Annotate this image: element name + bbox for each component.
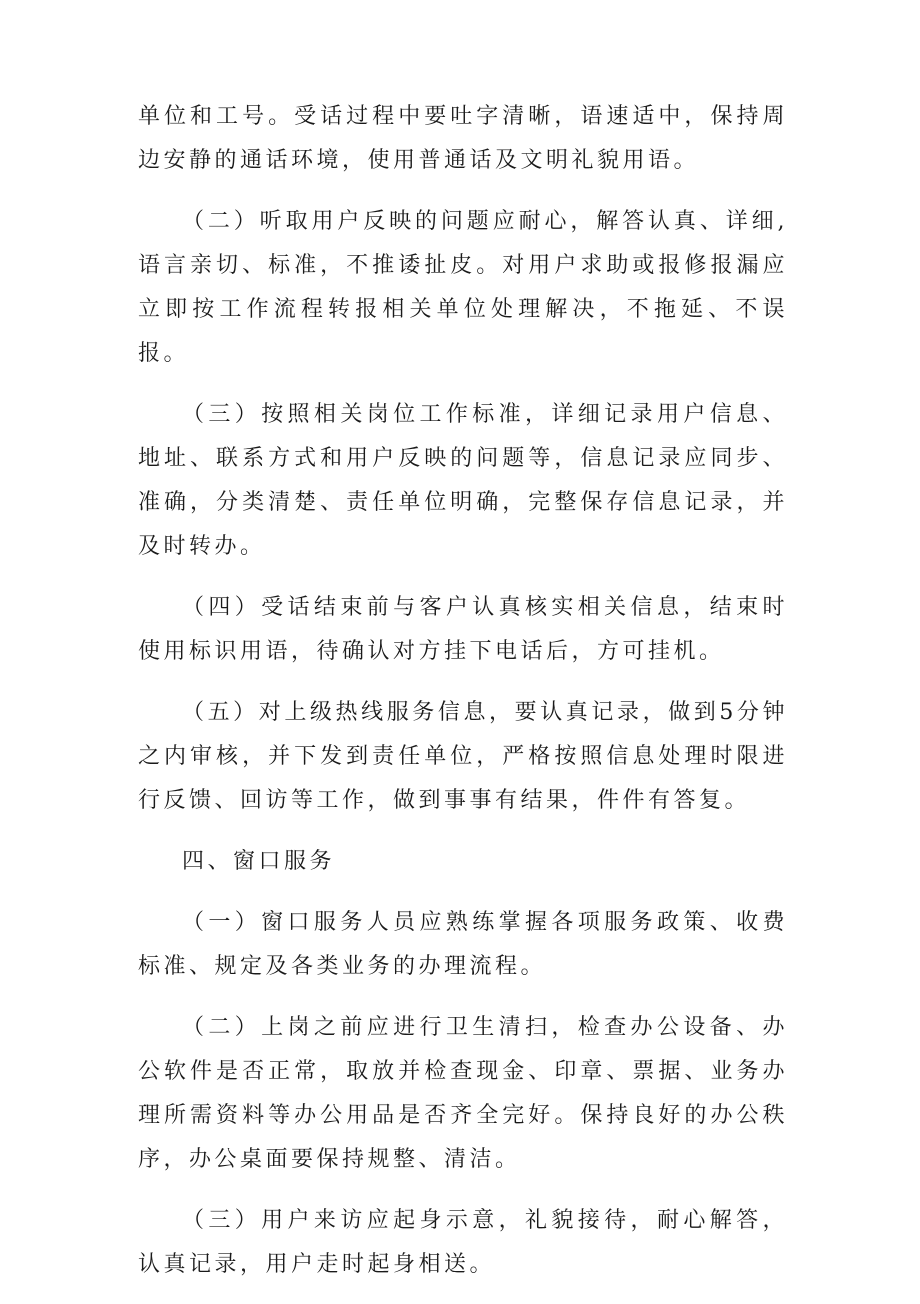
paragraph-window-item-1: （一）窗口服务人员应熟练掌握各项服务政策、收费标准、规定及各类业务的办理流程。 bbox=[138, 910, 788, 979]
paragraph-item-4: （四）受话结束前与客户认真核实相关信息，结束时使用标识用语，待确认对方挂下电话后，方可挂机。 bbox=[138, 595, 788, 664]
paragraph-item-3: （三）按照相关岗位工作标准，详细记录用户信息、地址、联系方式和用户反映的问题等，信息记录应同步、准确，分类清楚、责任单位明确，完整保存信息记录，并及时转办。 bbox=[138, 402, 788, 559]
section-heading-window-service: 四、窗口服务 bbox=[182, 849, 336, 874]
paragraph-item-2: （二）听取用户反映的问题应耐心，解答认真、详细,语言亲切、标准，不推诿扯皮。对用户求助或报修报漏应立即按工作流程转报相关单位处理解决，不拖延、不误报。 bbox=[138, 209, 788, 366]
paragraph-item-5: （五）对上级热线服务信息，要认真记录，做到5分钟之内审核，并下发到责任单位，严格按照信息处理时限进行反馈、回访等工作，做到事事有结果，件件有答复。 bbox=[138, 700, 788, 813]
paragraph-continuation: 单位和工号。受话过程中要吐字清晰，语速适中，保持周边安静的通话环境，使用普通话及文明礼貌用语。 bbox=[138, 104, 788, 173]
paragraph-window-item-2: （二）上岗之前应进行卫生清扫，检查办公设备、办公软件是否正常，取放并检查现金、印章、票据、业务办理所需资料等办公用品是否齐全完好。保持良好的办公秩序，办公桌面要保持规整、清洁。 bbox=[138, 1015, 788, 1172]
paragraph-window-item-3: （三）用户来访应起身示意，礼貌接待，耐心解答，认真记录，用户走时起身相送。 bbox=[138, 1208, 788, 1277]
document-body bbox=[138, 95, 788, 1304]
